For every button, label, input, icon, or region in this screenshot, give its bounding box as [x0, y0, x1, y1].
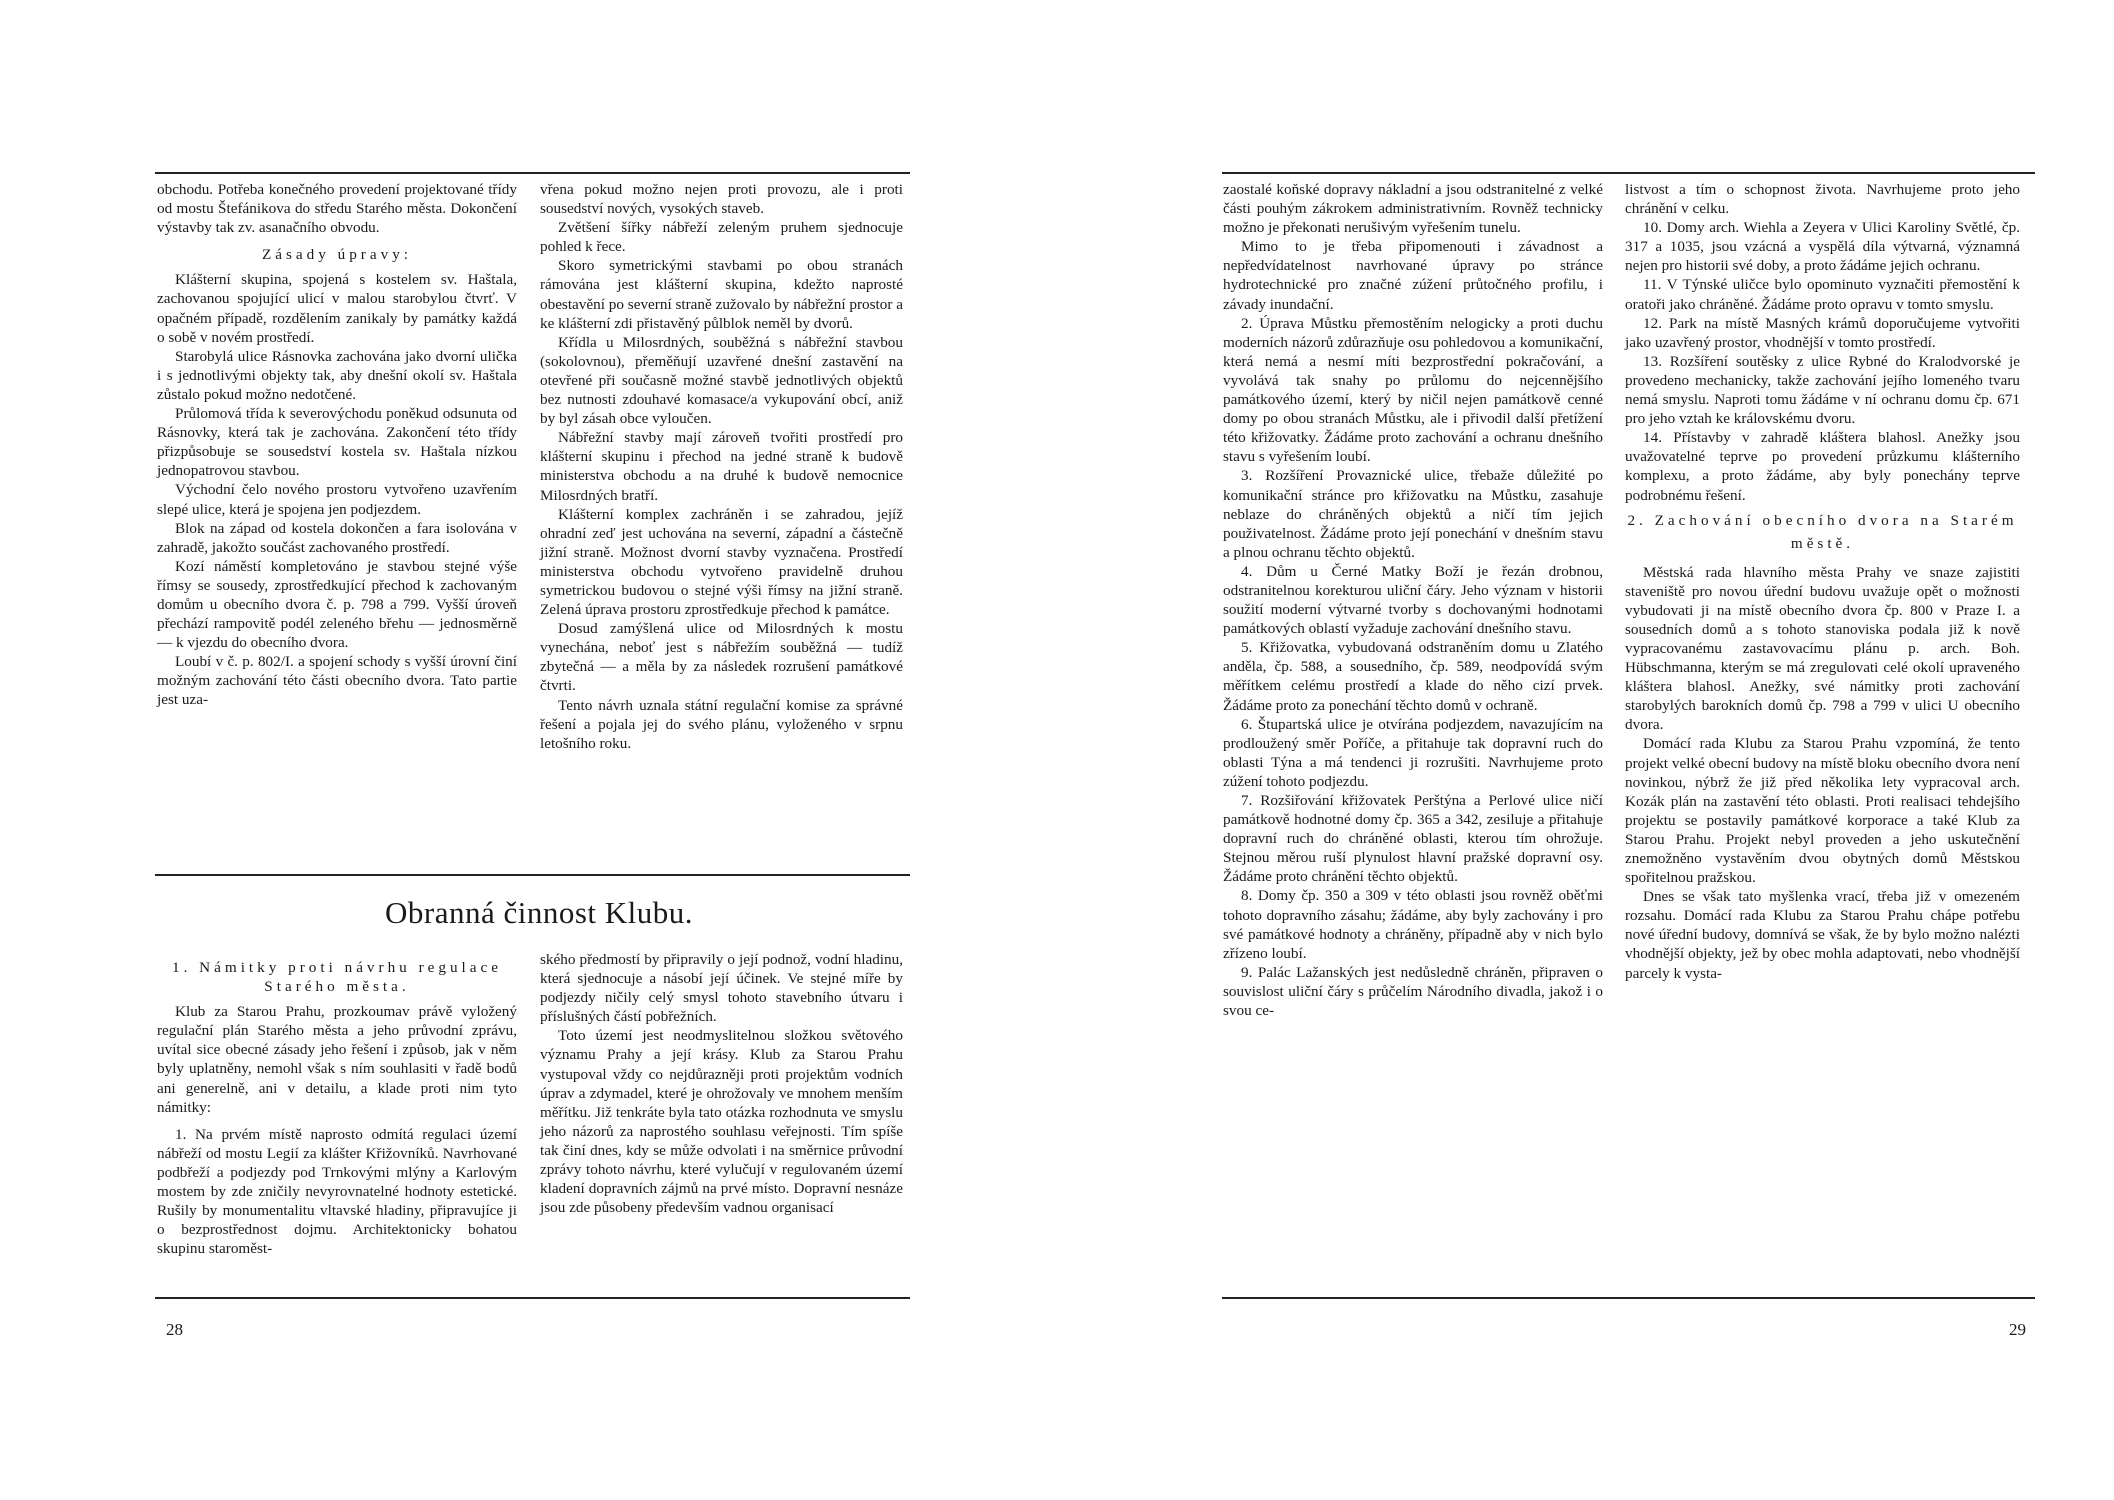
paragraph: 13. Rozšíření soutěsky z ulice Rybné do Kralodvorské je provedeno mechanicky, takže zachování jejího lomeného tvaru nemá smyslu. Naproti tomu žádáme v ní ochranu domu čp. 671 pro jeho vztah ke královskému dvoru.	[1625, 352, 2020, 428]
subheading: 2. Zachování obecního dvora na Starém městě.	[1627, 511, 2018, 552]
section-title: Obranná činnost Klubu.	[385, 895, 694, 930]
right-column-1	[1223, 180, 1603, 1020]
paragraph: Toto území jest neodmyslitelnou složkou světového významu Prahy a její krásy. Klub za Starou Prahu vystupoval vždy co nejdůrazněji proti projektům vodních úprav a zdymadel, které je ohrožovaly ve mnohem menším měřítku. Již tenkráte byla tato otázka rozhodnuta ve smyslu jeho názorů za naprostého souhlasu veřejnosti. Tím spíše tak činí dnes, kdy se může odvolati i na směrnice průvodní zprávy tohoto návrhu, které vylučují v regulovaném území kladení dopravních zájmů na prvé místo. Dopravní nesnáze jsou zde působeny především vadnou organisací	[540, 1027, 903, 1217]
subheading: 1. Námitky proti návrhu regulace Starého města.	[171, 959, 502, 996]
paragraph: Východní čelo nového prostoru vytvořeno uzavřením slepé ulice, která je spojena jen podjezdem.	[157, 481, 517, 518]
paragraph: ského předmostí by připravily o její podnož, vodní hladinu, která sjednocuje a násobí její účinek. Ve stejné míře by podjezdy ničily celý smysl tohoto stavebního útvaru i příslušných částí pobřežních.	[540, 951, 903, 1026]
subheading: Zásady úpravy:	[261, 246, 413, 264]
page-number: 28	[166, 1320, 183, 1339]
paragraph: 6. Štupartská ulice je otvírána podjezdem, navazujícím na prodloužený směr Poříče, a přitahuje tak dopravní ruch do oblasti Týna a má tendenci ji rozrušiti. Navrhujeme proto zúžení tohoto podjezdu.	[1223, 715, 1603, 790]
paragraph: 14. Přístavby v zahradě kláštera blahosl. Anežky jsou uvažovatelné teprve po provedení průzkumu klášterního komplexu, a proto žádáme, aby byly ponechány teprve podrobnému řešení.	[1625, 429, 2020, 504]
paragraph: 5. Křižovatka, vybudovaná odstraněním domu u Zlatého anděla, čp. 588, a sousedního, čp. 589, neodpovídá svým měřítkem celému prostředí a klade do něho cizí prvek. Žádáme proto za ponechání těchto domů v ochraně.	[1223, 639, 1603, 714]
paragraph: Kozí náměstí kompletováno je stavbou stejné výše římsy se sousedy, zprostředkující přechod k zachovaným domům u obecního dvora č. p. 798 a 799. Vyšší úroveň přechází rampovitě podél zeleného břehu — jednosměrně — k vjezdu do obecního dvora.	[157, 557, 517, 652]
paragraph: obchodu. Potřeba konečného provedení projektované třídy od mostu Štefánikova do středu Starého města. Dokončení výstavby tak zv. asanačního obvodu.	[157, 181, 517, 237]
paragraph: Křídla u Milosrdných, souběžná s nábřežní stavbou (sokolovnou), přeměňují uzavřené dnešní zastavění na otevřené při současně možné stavbě jednotlivých objektů bez nutnosti zdouhavé komasace/a vykupování obcí, aniž by byl zásah obce vyloučen.	[540, 333, 903, 428]
page-number: 29	[2009, 1320, 2026, 1339]
paragraph: vřena pokud možno nejen proti provozu, ale i proti sousedství nových, vysokých staveb.	[540, 181, 903, 218]
left-top-column-2	[540, 180, 903, 753]
top-rule	[155, 172, 910, 174]
left-bottom-column-1	[157, 950, 517, 1258]
paragraph: zaostalé koňské dopravy nákladní a jsou odstranitelné z velké části pouhým zákrokem administrativním. Rovněž technicky možno je překonati nerušivým vyřešením tunelu.	[1223, 181, 1603, 237]
paragraph: Domácí rada Klubu za Starou Prahu vzpomíná, že tento projekt velké obecní budovy na místě bloku obecního dvora není novinkou, nýbrž že již před několika lety vypracoval arch. Kozák plán na zastavění této oblasti. Proti realisaci tehdejšího projektu se postavily památkové korporace a také Klub za Starou Prahu. Projekt nebyl proveden a jeho uskutečnění znemožněno vystavěním dvou obytných domů Městskou spořitelnou pražskou.	[1625, 735, 2020, 887]
paragraph: Klášterní skupina, spojená s kostelem sv. Haštala, zachovanou spojující ulicí v malou starobylou čtvrť. V opačném případě, rozdělením zanikaly by památky každá o sobě v novém prostředí.	[157, 271, 517, 346]
paragraph: Klášterní komplex zachráněn i se zahradou, jejíž ohradní zeď jest uchována na severní, západní a částečně jižní straně. Možnost dvorní stavby vyznačena. Prostředí ministerstva obchodu vytvořeno pravidelně druhou symetrickou budovou o stejné výši římsy na jižní straně. Zelená úprava prostoru zprostředkuje přechod k památce.	[540, 505, 903, 619]
right-column-2	[1625, 180, 2020, 983]
paragraph: Průlomová třída k severovýchodu poněkud odsunuta od Rásnovky, která tak je zachována. Zakončení této třídy přizpůsobuje se sousedství kostela sv. Haštala nízkou jednopatrovou stavbou.	[157, 405, 517, 480]
right-page	[1057, 0, 2114, 1500]
paragraph: 1. Na prvém místě naprosto odmítá regulaci území nábřeží od mostu Legií za klášter Křižovníků. Navrhované podbřeží a podjezdy pod Trnkovými mlýny a Karlovým mostem by zde zničily nevyrovnatelné hodnoty estetické. Rušily by monumentalitu vltavské hladiny, připravujíce ji o bezprostřednost dojmu. Architektonicky bohatou skupinu staroměst-	[157, 1125, 517, 1258]
paragraph: Starobylá ulice Rásnovka zachována jako dvorní ulička i s jednotlivými objekty tak, aby dnešní okolí sv. Haštala zůstalo pokud možno nedotčené.	[157, 347, 517, 403]
paragraph: Blok na západ od kostela dokončen a fara isolována v zahradě, jakožto součást zachovaného prostředí.	[157, 519, 517, 556]
paragraph: 7. Rozšiřování křižovatek Perštýna a Perlové ulice ničí památkově hodnotné domy čp. 365 a 342, zesiluje a přitahuje dopravní ruch do chráněné oblasti, kterou tím ohrožuje. Stejnou měrou ruší plynulost hlavní pražské dopravní osy. Žádáme proto chránění těchto objektů.	[1223, 792, 1603, 886]
left-bottom-column-2	[540, 950, 903, 1217]
paragraph: Městská rada hlavního města Prahy ve snaze zajistiti staveniště pro novou úřední budovu uvažuje opět o možnosti vybudovati ji na místě obecního dvora čp. 800 v Praze I. a sousedních domů a s tohoto stanoviska podala již k nově vypracovanému zastavovacímu plánu p. arch. Boh. Hübschmanna, kterým se má zregulovati celé okolí upraveného kláštera blahosl. Anežky, své námitky proti zachování starobylých barokních domů čp. 798 a 799 v ulici U obecního dvora.	[1625, 563, 2020, 734]
paragraph: 8. Domy čp. 350 a 309 v této oblasti jsou rovněž oběťmi tohoto dopravního zásahu; žádáme, aby byly zachovány i pro své památkové hodnoty a chráněny, případně aby v nich bylo zřízeno loubí.	[1223, 887, 1603, 962]
paragraph: Klub za Starou Prahu, prozkoumav právě vyložený regulační plán Starého města a jeho průvodní zprávu, uvítal sice obecné zásady jeho řešení i způsob, jak v něm byly uplatněny, nemohl však s ním souhlasiti v řadě bodů ani generelně, ani v detailu, a klade proti nim tyto námitky:	[157, 1003, 517, 1116]
paragraph: listvost a tím o schopnost života. Navrhujeme proto jeho chránění v celku.	[1625, 181, 2020, 218]
paragraph: 10. Domy arch. Wiehla a Zeyera v Ulici Karoliny Světlé, čp. 317 a 1035, jsou vzácná a vyspělá díla výtvarná, významná nejen pro historii své doby, a proto žádáme jejich ochranu.	[1625, 219, 2020, 275]
paragraph: Zvětšení šířky nábřeží zeleným pruhem sjednocuje pohled k řece.	[540, 219, 903, 256]
paragraph: Dosud zamýšlená ulice od Milosrdných k mostu vynechána, neboť jest s nábřežím souběžná — tudíž zbytečná — a měla by za následek rozrušení památkové čtvrti.	[540, 620, 903, 695]
paragraph: Nábřežní stavby mají zároveň tvořiti prostředí pro klášterní skupinu i přechod na jedné straně k budově ministerstva obchodu a na druhé k budově nemocnice Milosrdných bratří.	[540, 429, 903, 504]
paragraph: 4. Dům u Černé Matky Boží je řezán drobnou, odstranitelnou korekturou uliční čáry. Jeho význam v historii soužití moderní výtvarné tvorby s dochovanými hodnotami památkových oblastí vyžaduje zachování dnešního stavu.	[1223, 562, 1603, 638]
paragraph: Mimo to je třeba připomenouti i závadnost a nepředvídatelnost navrhované úpravy po stránce hydrotechnické pro značné zúžení průtočného profilu, i závady inundační.	[1223, 238, 1603, 313]
paragraph: 3. Rozšíření Provaznické ulice, třebaže důležité po komunikační stránce pro křižovatku na Můstku, zasahuje neblaze do chráněných objektů a ničí tím jejich použivatelnost. Žádáme proto její ponechání v dnešním stavu a plnou ochranu těchto objektů.	[1223, 467, 1603, 561]
paragraph: 12. Park na místě Masných krámů doporučujeme vytvořiti jako uzavřený prostor, vhodnější v tomto prostředí.	[1625, 314, 2020, 351]
paragraph: 11. V Týnské uličce bylo opominuto vyznačiti přemostění k oratoři jako chráněné. Žádáme proto opravu v tomto smyslu.	[1625, 276, 2020, 313]
left-top-column-1	[157, 180, 517, 710]
paragraph: Tento návrh uznala státní regulační komise za správné řešení a pojala jej do svého plánu, vyloženého v srpnu letošního roku.	[540, 696, 903, 752]
paragraph: Skoro symetrickými stavbami po obou stranách rámována jest klášterní skupina, kdežto naprosté obestavění po severní straně zužovalo by nábřežní prostor a ke klášterní zdi přistavěný půlblok neměl by dvorů.	[540, 257, 903, 332]
paragraph: Loubí v č. p. 802/I. a spojení schody s vyšší úrovní činí možným zachování této části obecního dvora. Tato partie jest uza-	[157, 653, 517, 709]
bottom-rule	[1222, 1297, 2035, 1299]
top-rule	[1222, 172, 2035, 174]
paragraph: Dnes se však tato myšlenka vrací, třeba již v omezeném rozsahu. Domácí rada Klubu za Starou Prahu chápe potřebu nové úřední budovy, domnívá se však, že by bylo možno nalézti vhodnější objekty, jež by obec mohla adaptovati, nebo vhodnější parcely k vysta-	[1625, 888, 2020, 982]
paragraph: 2. Úprava Můstku přemostěním nelogicky a proti duchu moderních názorů zdůrazňuje osu pohledovou a komunikační, která nemá a nesmí míti bezprostřední pokračování, a vyvolává tak snahy po průlomu do nejcennějšího památkového území, který by ničil nejen památkově cenné domy po obou stranách Můstku, ale i přivodil další přetížení této křižovatky. Žádáme proto zachování a ochranu dnešního stavu s vyřešením loubí.	[1223, 314, 1603, 466]
bottom-rule	[155, 1297, 910, 1299]
paragraph: 9. Palác Lažanských jest nedůsledně chráněn, připraven o souvislost uliční čáry s průčelím Národního divadla, jakož i o svou ce-	[1223, 963, 1603, 1020]
section-rule	[155, 874, 910, 876]
